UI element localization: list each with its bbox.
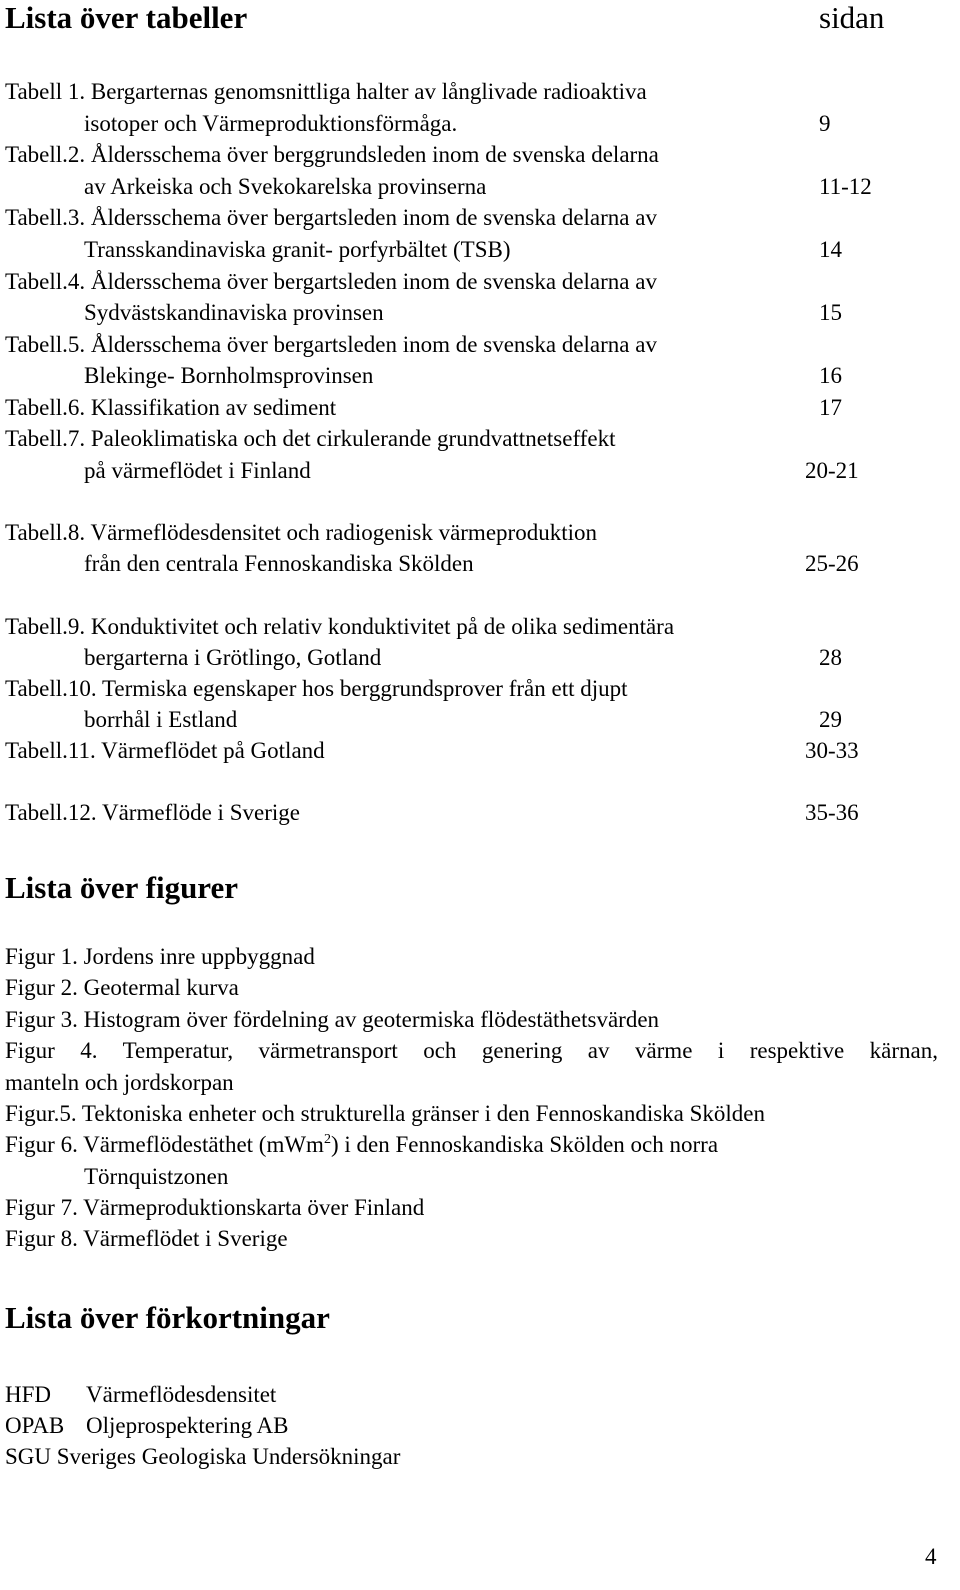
table-entry-title: Tabell.11. Värmeflödet på Gotland <box>5 738 325 763</box>
superscript: 2 <box>323 1132 331 1147</box>
figure-entry: Figur 1. Jordens inre uppbyggnad <box>5 944 315 969</box>
figure-entry: Figur.5. Tektoniska enheter och strukturella gränser i den Fennoskandiska Skölden <box>5 1101 766 1126</box>
table-entry-title: Tabell.10. Termiska egenskaper hos berggrundsprover från ett djupt <box>5 676 628 701</box>
table-entry-title-cont: Blekinge- Bornholmsprovinsen <box>84 363 374 388</box>
table-entry-title: Tabell.7. Paleoklimatiska och det cirkulerande grundvattnetseffekt <box>5 426 616 451</box>
abbreviation-text: Oljeprospektering AB <box>86 1413 289 1438</box>
abbreviation-entry: SGU Sveriges Geologiska Undersökningar <box>5 1444 401 1469</box>
table-entry-title: Tabell 1. Bergarternas genomsnittliga halter av långlivade radioaktiva <box>5 79 647 104</box>
tables-heading: Lista över tabeller <box>5 0 248 35</box>
table-entry-title-cont: bergarterna i Grötlingo, Gotland <box>84 645 382 670</box>
table-entry-page: 28 <box>819 645 842 670</box>
figure-entry-cont: manteln och jordskorpan <box>5 1070 234 1095</box>
table-entry-title: Tabell.2. Åldersschema över berggrundsleden inom de svenska delarna <box>5 142 659 167</box>
table-entry-page: 25-26 <box>805 551 859 576</box>
figure-entry <box>5 1133 718 1156</box>
figure-entry: Figur 8. Värmeflödet i Sverige <box>5 1226 288 1251</box>
table-entry-title: Tabell.3. Åldersschema över bergartsleden inom de svenska delarna av <box>5 205 657 230</box>
figure-entry: Figur 4. Temperatur, värmetransport och genering av värme i respektive kärnan, <box>5 1038 938 1063</box>
table-entry-page: 14 <box>819 237 842 262</box>
table-entry-title-cont: Transskandinaviska granit- porfyrbältet (TSB) <box>84 237 511 262</box>
abbreviation-code: OPAB <box>5 1413 65 1438</box>
table-entry-title-cont: borrhål i Estland <box>84 707 238 732</box>
table-entry-page: 29 <box>819 707 842 732</box>
table-entry-page: 11-12 <box>819 174 872 199</box>
table-entry-page: 20-21 <box>805 458 859 483</box>
table-entry-title-cont: Sydvästskandinaviska provinsen <box>84 300 384 325</box>
abbreviation-text: Värmeflödesdensitet <box>86 1382 277 1407</box>
table-entry-title: Tabell.8. Värmeflödesdensitet och radiogenisk värmeproduktion <box>5 520 597 545</box>
table-entry-title-cont: från den centrala Fennoskandiska Skölden <box>84 551 474 576</box>
table-entry-title: Tabell.9. Konduktivitet och relativ konduktivitet på de olika sedimentära <box>5 614 675 639</box>
table-entry-title: Tabell.5. Åldersschema över bergartsleden inom de svenska delarna av <box>5 332 657 357</box>
table-entry-page: 30-33 <box>805 738 859 763</box>
figure-entry: Figur 3. Histogram över fördelning av geotermiska flödestäthetsvärden <box>5 1007 660 1032</box>
figures-heading: Lista över figurer <box>5 870 239 905</box>
table-entry-page: 15 <box>819 300 842 325</box>
table-entry-title-cont: på värmeflödet i Finland <box>84 458 311 483</box>
table-entry-page: 9 <box>819 111 831 136</box>
table-entry-page: 35-36 <box>805 800 859 825</box>
table-entry-title: Tabell.4. Åldersschema över bergartsleden inom de svenska delarna av <box>5 269 657 294</box>
table-entry-title-cont: av Arkeiska och Svekokarelska provinserna <box>84 174 487 199</box>
table-entry-title: Tabell.6. Klassifikation av sediment <box>5 395 337 420</box>
table-entry-page: 16 <box>819 363 842 388</box>
figure-entry: Figur 7. Värmeproduktionskarta över Finland <box>5 1195 425 1220</box>
table-entry-page: 17 <box>819 395 842 420</box>
page-column-label: sidan <box>819 0 885 35</box>
table-entry-title: Tabell.12. Värmeflöde i Sverige <box>5 800 300 825</box>
figure-entry-cont: Törnquistzonen <box>84 1164 229 1189</box>
page-number: 4 <box>925 1544 937 1569</box>
figure-entry-text: Figur 6. Värmeflödestäthet (mWm <box>5 1132 324 1157</box>
figure-entry-text: ) i den Fennoskandiska Skölden och norra <box>330 1132 719 1157</box>
abbreviations-heading: Lista över förkortningar <box>5 1300 330 1335</box>
table-entry-title-cont: isotoper och Värmeproduktionsförmåga. <box>84 111 458 136</box>
figure-entry: Figur 2. Geotermal kurva <box>5 975 239 1000</box>
abbreviation-code: HFD <box>5 1382 52 1407</box>
